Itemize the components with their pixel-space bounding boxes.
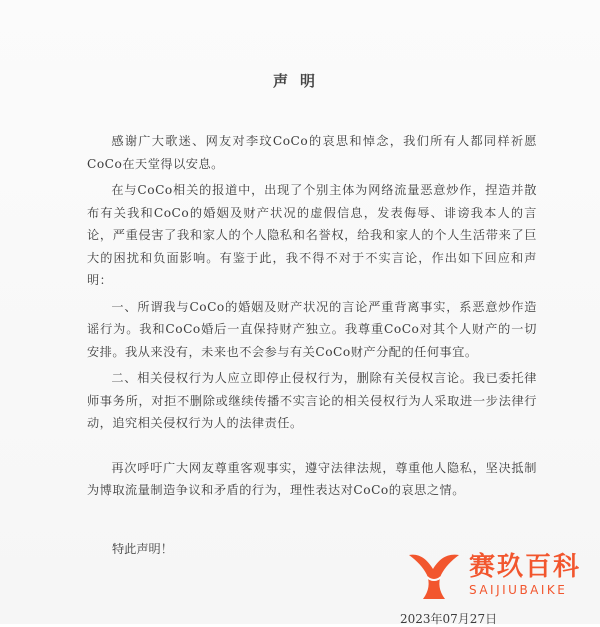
document-body (87, 130, 537, 506)
paragraph-point-two: 二、相关侵权行为人应立即停止侵权行为，删除有关侵权言论。我已委托律师事务所，对拒不删除或继续传播不实言论的相关侵权行为人采取进一步法律行动，追究相关侵权行为人的法律责任。 (87, 371, 537, 430)
document-date: 2023年07月27日 (400, 612, 498, 626)
document-title: 声明 (272, 72, 327, 90)
site-watermark (405, 545, 595, 605)
watermark-name-cn: 赛玖百科 (469, 552, 582, 582)
watermark-name-en: SAIJIUBAIKE (469, 583, 568, 597)
paragraph-thanks: 感谢广大歌迷、网友对李玟CoCo的哀思和悼念，我们所有人都同样祈愿CoCo在天堂得以安息。 (87, 134, 537, 171)
paragraph-point-one: 一、所谓我与CoCo的婚姻及财产状况的言论严重背离事实，系恶意炒作造谣行为。我和CoCo婚后一直保持财产独立。我尊重CoCo对其个人财产的一切安排。我从来没有，未来也不会参与有关CoCo财产分配的任何事宜。 (87, 299, 537, 359)
paragraph-appeal: 再次呼吁广大网友尊重客观事实，遵守法律法规，尊重他人隐私，坚决抵制为博取流量制造争议和矛盾的行为，理性表达对CoCo的哀思之情。 (87, 460, 537, 497)
paragraph-background: 在与CoCo相关的报道中，出现了个别主体为网络流量恶意炒作，捏造并散布有关我和CoCo的婚姻及财产状况的虚假信息，发表侮辱、诽谤我本人的言论，严重侵害了我和家人的个人隐私和名誉权，给我和家人的个人生活带来了巨大的困扰和负面影响。有鉴于此，我不得不对于不实言论，作出如下回应和声明： (87, 183, 537, 287)
closing-statement: 特此声明！ (112, 542, 173, 556)
whale-tail-icon (405, 547, 463, 603)
